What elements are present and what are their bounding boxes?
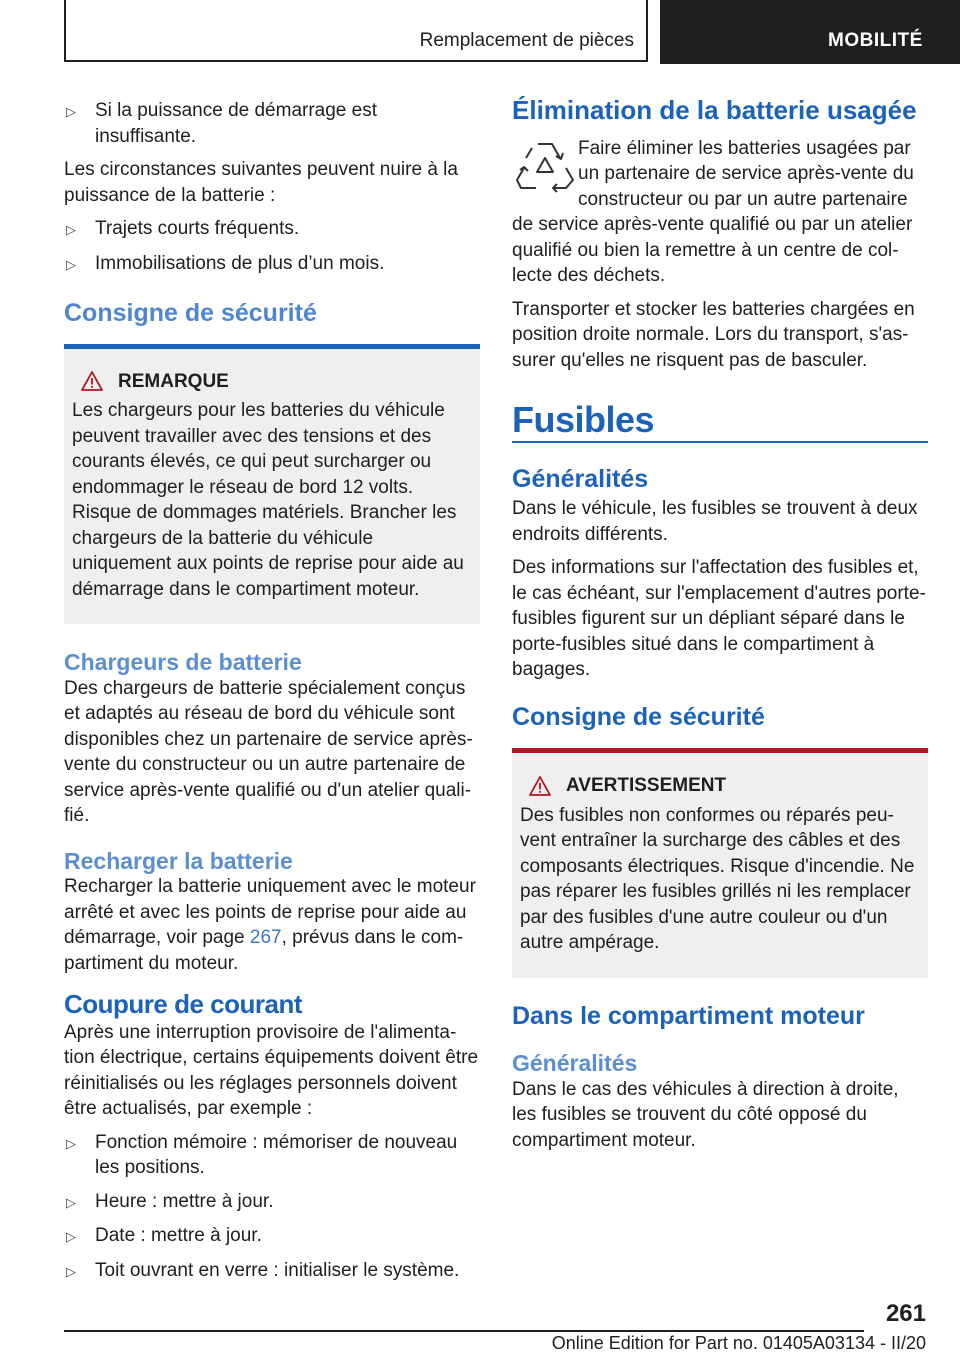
- chapter-title: MOBILITÉ: [828, 30, 923, 51]
- heading-general-engine: Généralités: [512, 1050, 638, 1076]
- paragraph: Les circonstances suivantes peuvent nuire à la puissance de la batterie :: [64, 159, 458, 206]
- list-item: ▷ Immobilisations de plus d’un mois.: [64, 251, 480, 278]
- paragraph: Transporter et stocker les batteries chargées en position droite normale. Lors du transport, s'assurer qu'elles ne risquent pas de basculer.: [512, 298, 915, 371]
- list-item: ▷ Si la puissance de démarrage est insuffisante.: [64, 98, 480, 149]
- heading-power: Coupure de courant: [64, 989, 303, 1019]
- warning-triangle-icon: [520, 776, 560, 796]
- notice-header: [72, 369, 472, 395]
- paragraph: Après une interruption provisoire de l'alimentation électrique, certains équipements doivent être réinitialisés ou les réglages personnels doivent être actualisés, par exemple :: [64, 1021, 479, 1119]
- heading-general: Généralités: [512, 464, 649, 493]
- list-item: ▷ Trajets courts fréquents.: [64, 216, 480, 243]
- list-item: ▷ Heure : mettre à jour.: [64, 1189, 480, 1216]
- bullet-triangle-icon: ▷: [66, 1135, 76, 1151]
- recycle-icon: [512, 138, 578, 194]
- chapter-tab: [660, 0, 960, 64]
- warning-title: AVERTISSEMENT: [566, 775, 727, 796]
- heading-safety-right: Consigne de sécurité: [512, 702, 765, 731]
- bullet-triangle-icon: ▷: [66, 1263, 76, 1279]
- paragraph: Faire éliminer les batteries usagées par un partenaire de service après-vente du constructeur ou par un autre partenaire de service après-vente qualifié ou par un atelier qualifié ou bien la remettre à un centre de collecte des déchets.: [512, 137, 914, 286]
- notice-title: REMARQUE: [118, 370, 229, 392]
- page-number: 261: [885, 1300, 926, 1327]
- warning-text: Des fusibles non conformes ou réparés peuvent entraîner la surcharge des câbles et des composants électriques. Risque d'incendie. Ne pas réparer les fusibles grillés ni les remplacer par des fusibles d'une autre couleur ou d'un autre ampérage.: [520, 804, 915, 953]
- list-item: ▷ Date : mettre à jour.: [64, 1223, 480, 1250]
- bullet-triangle-icon: ▷: [66, 222, 76, 237]
- warning-box: [512, 748, 928, 978]
- warning-header: [520, 773, 920, 799]
- notice-text: Les chargeurs pour les batteries du véhicule peuvent travailler avec des tensions et des courants élevés, ce qui peut surcharger ou endommager le réseau de bord 12 volts. Risque de dommages matériels. Brancher les chargeurs de la batterie du véhicule uniquement aux points de reprise pour aide au démarrage dans le compartiment moteur.: [72, 400, 464, 600]
- section-tab: [64, 0, 648, 62]
- warning-triangle-icon: [72, 371, 112, 391]
- bullet-triangle-icon: ▷: [66, 1229, 76, 1244]
- section-title: Remplacement de pièces: [419, 30, 634, 51]
- footer-rule: [64, 1330, 864, 1332]
- heading-fuses: Fusibles: [512, 399, 655, 440]
- heading-engine: Dans le compartiment moteur: [512, 1001, 865, 1030]
- heading-recharge: Recharger la batterie: [64, 847, 293, 874]
- list-item: ▷ Fonction mémoire : mémoriser de nouveau les positions.: [64, 1130, 480, 1181]
- disposal-block: [512, 136, 928, 289]
- paragraph: Dans le véhicule, les fusibles se trouvent à deux endroits différents.: [512, 498, 918, 545]
- bullet-triangle-icon: ▷: [66, 256, 76, 272]
- paragraph: Des chargeurs de batterie spécialement conçus et adaptés au réseau de bord du véhicule sont disponibles chez un partenaire de service après-vente du constructeur ou un autre partenaire de service après-vente qualifié ou d'un atelier qualifié.: [64, 677, 473, 826]
- heading-disposal: Élimination de la batterie usagée: [512, 95, 917, 125]
- left-column: [64, 98, 480, 1292]
- paragraph: Des informations sur l'affectation des fusibles et, le cas échéant, sur l'emplacement d'autres porte-fusibles figurent sur un dépliant séparé dans le porte-fusibles situé dans le compartiment à bagages.: [512, 557, 926, 680]
- section-rule: [512, 441, 928, 443]
- page-header: [0, 0, 960, 66]
- page-link[interactable]: 267: [249, 927, 282, 948]
- heading-safety: Consigne de sécurité: [64, 299, 317, 327]
- notice-box: [64, 344, 480, 625]
- list-item: ▷ Toit ouvrant en verre : initialiser le système.: [64, 1258, 480, 1285]
- footer-edition: Online Edition for Part no. 01405A03134 - II/20: [551, 1333, 926, 1353]
- paragraph: Recharger la batterie uniquement avec le moteur arrêté et avec les points de reprise pour aide au démarrage, voir page 267, prévus dans le compartiment du moteur.: [64, 876, 476, 974]
- right-column: [512, 95, 928, 1161]
- bullet-triangle-icon: ▷: [66, 104, 76, 119]
- heading-chargers: Chargeurs de batterie: [64, 649, 302, 675]
- paragraph: Dans le cas des véhicules à direction à droite, les fusibles se trouvent du côté opposé du compartiment moteur.: [512, 1078, 899, 1151]
- bullet-triangle-icon: ▷: [66, 1194, 76, 1210]
